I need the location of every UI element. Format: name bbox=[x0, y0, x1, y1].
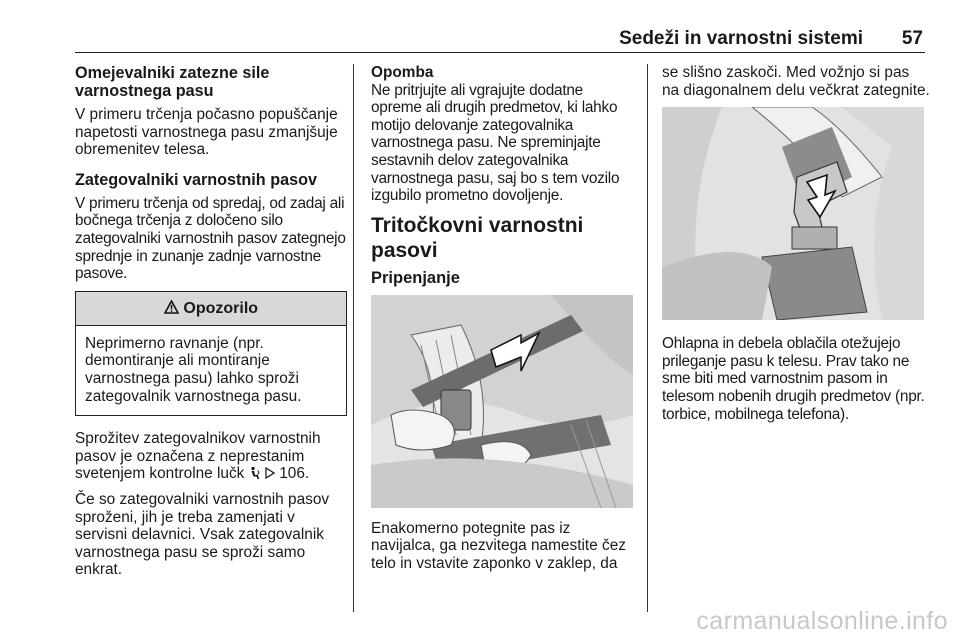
column-divider-1 bbox=[353, 64, 354, 612]
paragraph-clothing: Ohlapna in debela oblačila otežujejo prileganje pasu k telesu. Prav tako ne sme biti med varnostnim pasom in telesom nobenih drugih predmetov (npr. torbice, mobilnega telefona). bbox=[662, 335, 925, 423]
paragraph-force-limiters: V primeru trčenja počasno popuščanje napetosti varnostnega pasu zmanjšuje obremenitev telesa. bbox=[75, 106, 338, 159]
paragraph-pretensioners: V primeru trčenja od spredaj, od zadaj ali bočnega trčenja z določeno silo zategovalniki varnostnih pasov zategnejo sprednje in zunanje zadnje varnostne pasove. bbox=[75, 194, 346, 283]
indicator-text: Sprožitev zategovalnikov varnostnih pasov je označena z neprestanim svetenjem kontrolne lučk bbox=[75, 430, 321, 483]
page-header bbox=[75, 26, 925, 53]
warning-title: Opozorilo bbox=[183, 299, 259, 317]
page-reference-icon bbox=[265, 465, 275, 482]
column-divider-2 bbox=[647, 64, 648, 612]
warning-box bbox=[75, 291, 347, 416]
warning-header bbox=[76, 292, 346, 326]
paragraph-replacement: Če so zategovalniki varnostnih pasov sproženi, jih je treba zamenjati v servisni delavnici. Vsak zategovalnik varnostnega pasu se sproži samo enkrat. bbox=[75, 490, 330, 579]
page-number: 57 bbox=[901, 28, 923, 49]
page-title: Sedeži in varnostni sistemi bbox=[619, 28, 863, 49]
note-label: Opomba bbox=[371, 64, 434, 81]
warning-triangle-icon bbox=[164, 300, 183, 317]
column-3 bbox=[662, 64, 930, 431]
watermark: carmanualsonline.info bbox=[696, 607, 948, 635]
note-text: Ne pritrjujte ali vgrajujte dodatne opreme ali drugih predmetov, ki lahko motijo delovanje zategovalnika varnostnega pasu. Ne spreminjajte sestavnih delov zategovalnika varnostnega pasu, saj bo s tem vozilo izgubilo prometno dovoljenje. bbox=[371, 81, 620, 205]
figure-fastening-belt bbox=[371, 295, 633, 508]
figure-buckle-latch bbox=[662, 107, 924, 320]
heading-three-point-belts: Tritočkovni varnostni pasovi bbox=[371, 213, 584, 262]
heading-force-limiters: Omejevalniki zatezne sile varnostnega pasu bbox=[75, 64, 270, 100]
paragraph-buckle-click: se slišno zaskoči. Med vožnjo si pas na diagonalnem delu večkrat zategnite. bbox=[662, 64, 930, 99]
figure-caption: Enakomerno potegnite pas iz navijalca, ga nezvitega namestite čez telo in vstavite zaponko v zaklep, da bbox=[371, 519, 626, 572]
heading-pretensioners: Zategovalniki varnostnih pasov bbox=[75, 170, 317, 189]
warning-text: Neprimerno ravnanje (npr. demontiranje ali montiranje varnostnega pasu) lahko sproži zategovalnik varnostnega pasu. bbox=[85, 334, 302, 405]
heading-fastening: Pripenjanje bbox=[371, 268, 460, 287]
column-1 bbox=[75, 64, 347, 587]
airbag-warning-light-icon bbox=[249, 465, 261, 482]
page-reference[interactable]: 106. bbox=[279, 465, 310, 483]
column-2 bbox=[371, 64, 636, 581]
paragraph-indicator bbox=[75, 430, 347, 483]
